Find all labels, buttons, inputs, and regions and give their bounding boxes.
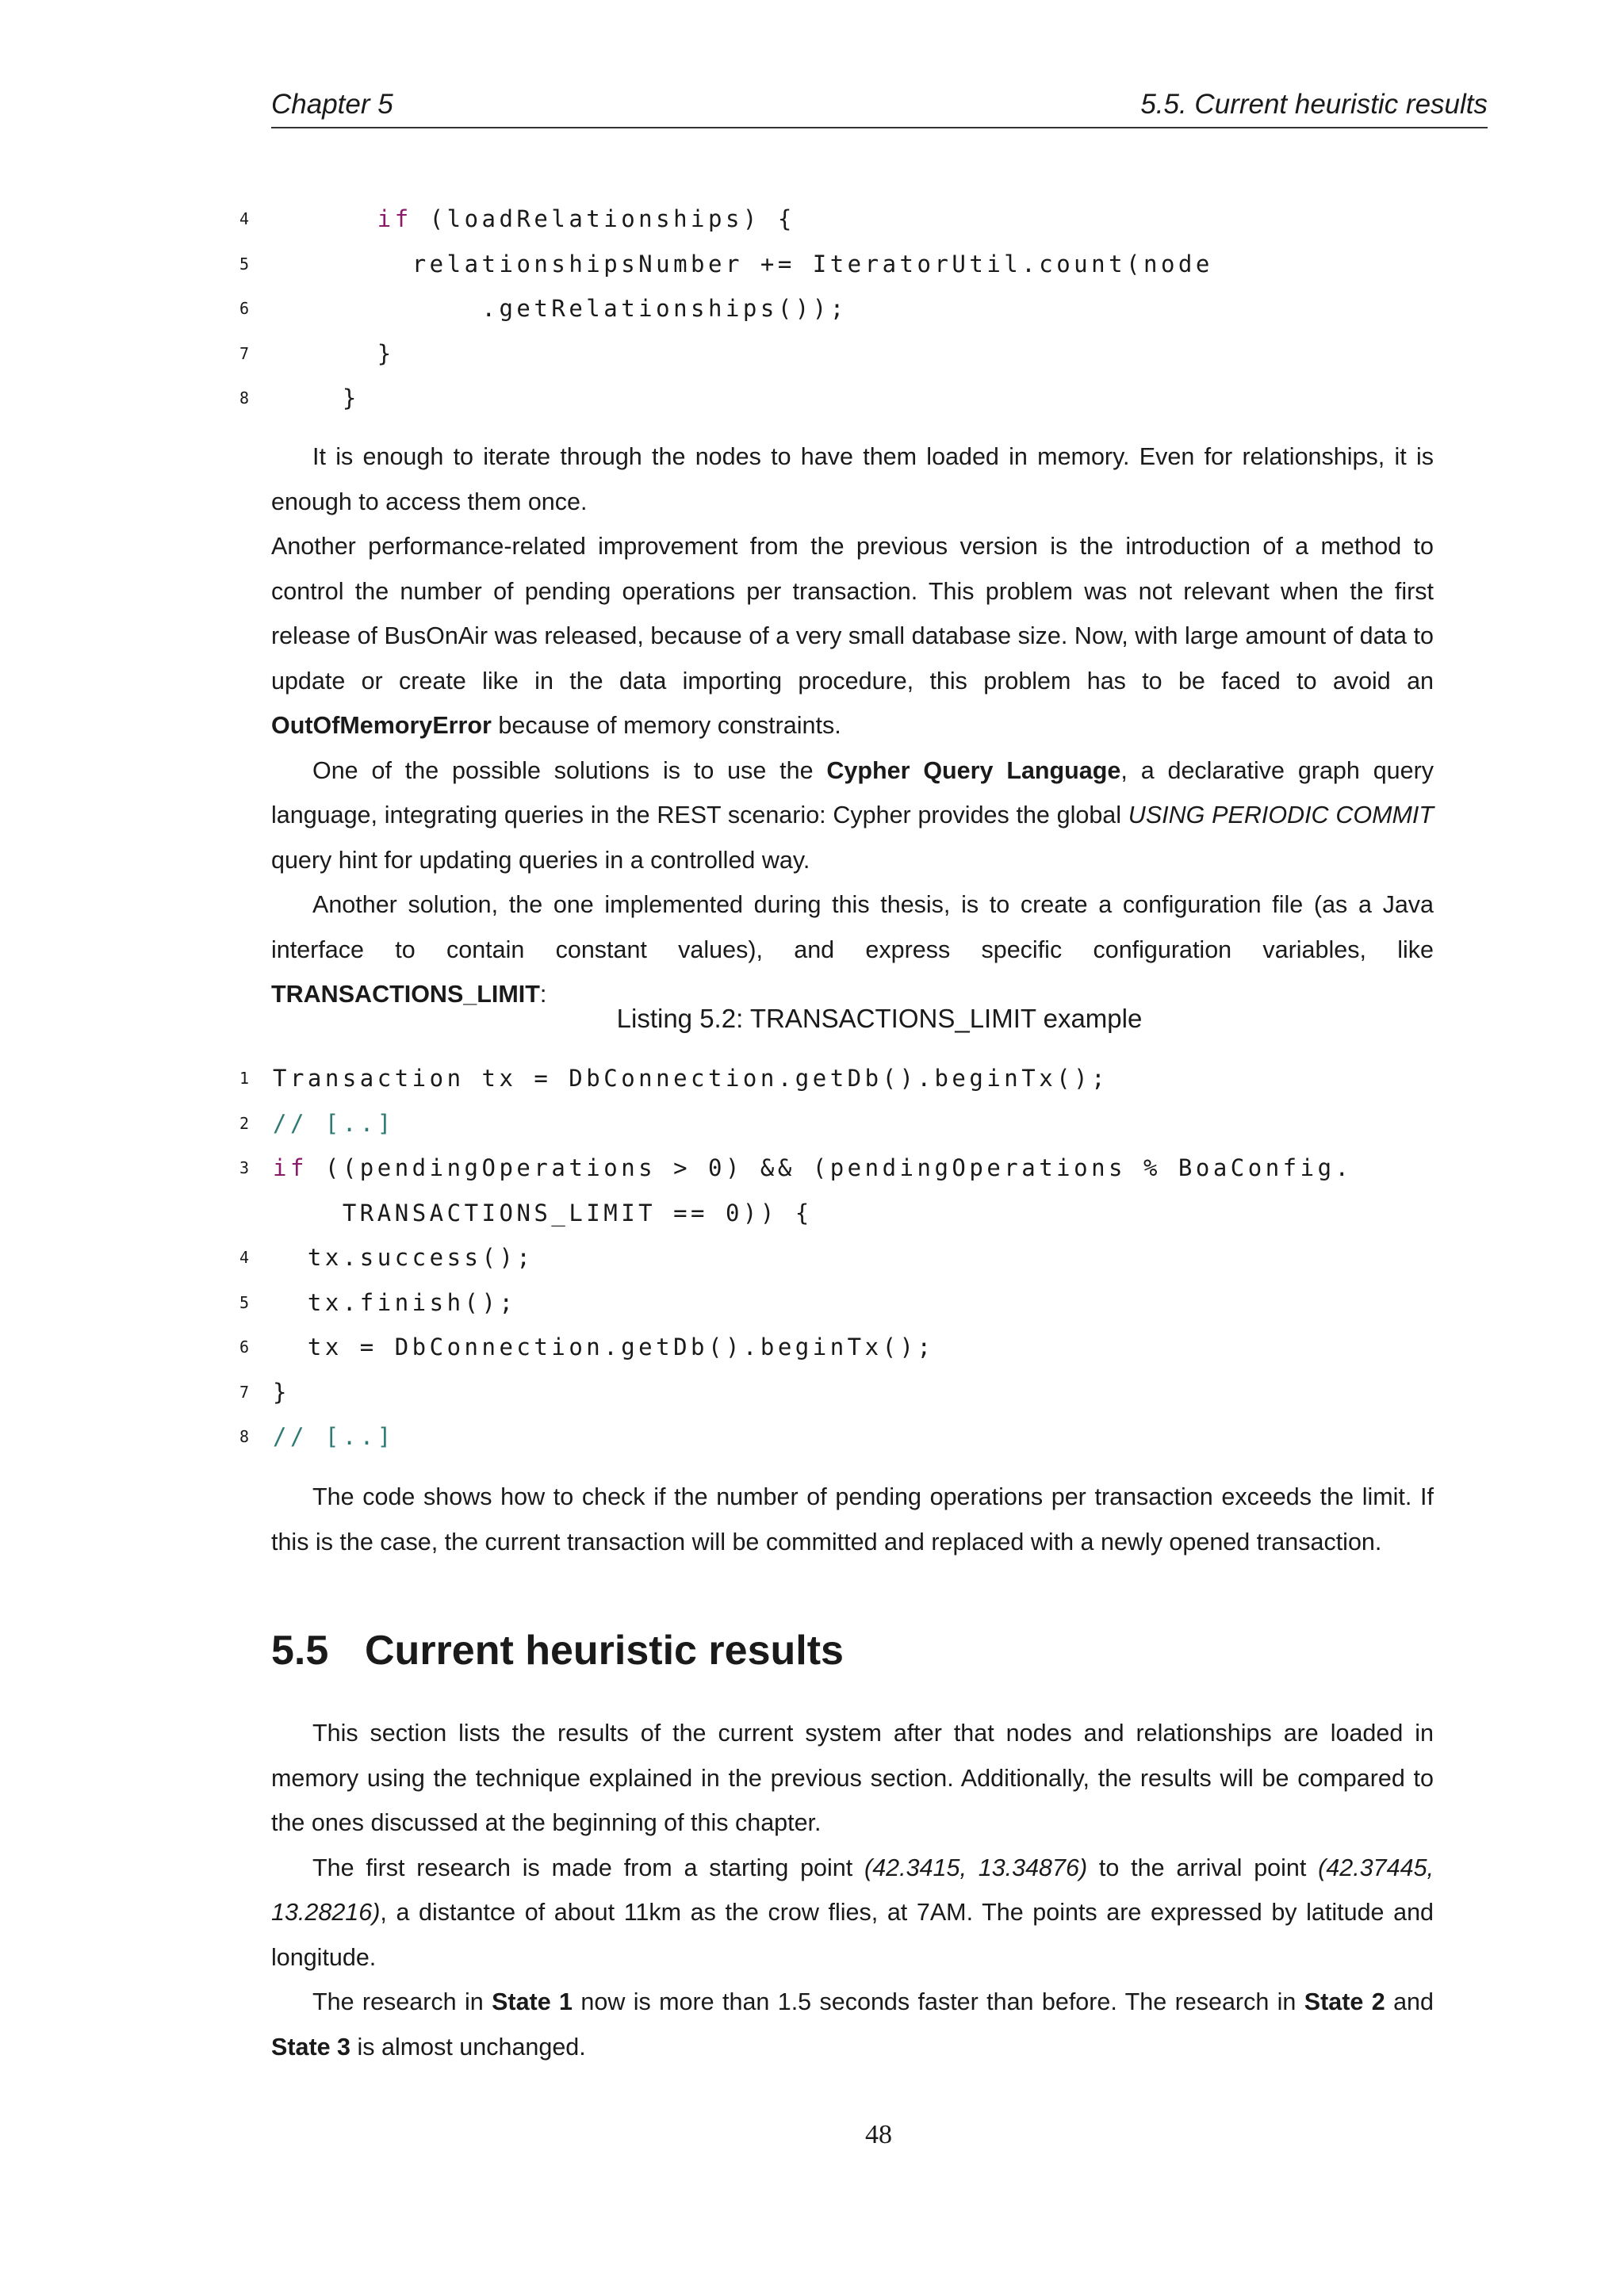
code-line bbox=[0, 1280, 1507, 1325]
section-heading bbox=[271, 1627, 844, 1674]
code-token: tx = DbConnection.getDb().beginTx(); bbox=[307, 1334, 935, 1360]
paragraph-text: , a declarative graph query language, integrating queries in the REST scenario: Cypher provides the global bbox=[271, 756, 1434, 828]
code-text bbox=[273, 1235, 534, 1280]
code-comment: // [..] bbox=[273, 1423, 395, 1450]
code-text bbox=[273, 1056, 1109, 1100]
code-line bbox=[0, 286, 1507, 331]
bold-term: TRANSACTIONS_LIMIT bbox=[271, 981, 540, 1008]
code-text bbox=[273, 1414, 395, 1459]
section-number: 5.5 bbox=[271, 1628, 329, 1674]
paragraph-text: Another solution, the one implemented during this thesis, is to create a configuration file (as a Java interface to contain constant values), and express specific configuration variables, like bbox=[271, 891, 1434, 963]
code-token: .getRelationships()); bbox=[481, 295, 848, 322]
paragraph bbox=[271, 748, 1434, 883]
paragraph-text: because of memory constraints. bbox=[491, 712, 841, 739]
paragraph-text: to the arrival point bbox=[1087, 1854, 1319, 1881]
line-number: 2 bbox=[239, 1113, 249, 1133]
code-indent bbox=[273, 295, 482, 322]
paragraph-text: The research in bbox=[312, 1988, 492, 2015]
paragraph-text: now is more than 1.5 seconds faster than before. The research in bbox=[573, 1988, 1304, 2015]
paragraph-text: One of the possible solutions is to use the bbox=[312, 756, 827, 784]
line-number: 4 bbox=[239, 209, 249, 228]
line-number: 4 bbox=[239, 1248, 249, 1267]
paragraph bbox=[271, 434, 1434, 524]
code-line bbox=[0, 1056, 1507, 1100]
paragraph bbox=[271, 882, 1434, 1017]
code-indent bbox=[273, 251, 412, 277]
page-number: 48 bbox=[865, 2120, 892, 2149]
paragraph bbox=[271, 1846, 1434, 1980]
bold-term: OutOfMemoryError bbox=[271, 712, 492, 739]
code-text bbox=[273, 1191, 813, 1235]
code-text bbox=[273, 242, 1213, 286]
code-comment: // [..] bbox=[273, 1109, 395, 1137]
code-line bbox=[0, 1146, 1507, 1190]
header-chapter: Chapter 5 bbox=[271, 89, 393, 120]
line-number: 6 bbox=[239, 299, 249, 318]
code-text bbox=[273, 197, 795, 241]
code-indent bbox=[273, 385, 343, 411]
code-keyword: if bbox=[273, 1154, 308, 1181]
code-indent bbox=[273, 1244, 308, 1271]
bold-term: State 2 bbox=[1304, 1988, 1385, 2015]
code-text bbox=[273, 1146, 1353, 1190]
paragraph: The code shows how to check if the number of pending operations per transaction exceeds the limit. If this is the case, the current transaction will be committed and replaced with a newly opened transaction. bbox=[271, 1483, 1434, 1556]
bold-term: State 1 bbox=[492, 1988, 573, 2015]
paragraph bbox=[271, 1980, 1434, 2069]
line-number: 8 bbox=[239, 1427, 249, 1446]
code-indent bbox=[273, 205, 377, 232]
code-token: relationshipsNumber += IteratorUtil.count(node bbox=[412, 250, 1213, 277]
paragraph-text: The first research is made from a starting point bbox=[312, 1854, 865, 1881]
code-token: } bbox=[377, 339, 395, 367]
code-token: tx.success(); bbox=[307, 1244, 534, 1271]
code-indent bbox=[273, 340, 377, 367]
paragraph-text: is almost unchanged. bbox=[350, 2033, 586, 2061]
paragraph-text: and bbox=[1385, 1988, 1434, 2015]
code-text bbox=[273, 331, 395, 376]
code-line bbox=[0, 242, 1507, 286]
paragraph bbox=[271, 524, 1434, 748]
code-text bbox=[273, 1325, 934, 1369]
header-section: 5.5. Current heuristic results bbox=[1140, 89, 1488, 120]
code-text bbox=[273, 1101, 395, 1146]
code-line bbox=[0, 1101, 1507, 1146]
code-text bbox=[273, 376, 360, 420]
code-indent bbox=[273, 1200, 325, 1226]
line-number: 7 bbox=[239, 343, 249, 363]
bold-term: State 3 bbox=[271, 2033, 351, 2061]
line-number: 1 bbox=[239, 1069, 249, 1088]
paragraph-text: : bbox=[539, 981, 547, 1008]
body-text-3 bbox=[271, 1711, 1434, 2069]
code-text bbox=[273, 1370, 290, 1414]
code-indent bbox=[273, 1289, 308, 1316]
line-number: 6 bbox=[239, 1337, 249, 1357]
line-number: 8 bbox=[239, 388, 249, 408]
paragraph-text: It is enough to iterate through the nodes to have them loaded in memory. Even for relationships, it is enough to access them once. bbox=[271, 443, 1434, 515]
running-header bbox=[271, 86, 1488, 128]
line-number: 7 bbox=[239, 1382, 249, 1402]
code-token: (loadRelationships) { bbox=[412, 205, 795, 232]
code-line bbox=[0, 1325, 1507, 1369]
code-line bbox=[0, 1370, 1507, 1414]
code-token: } bbox=[342, 385, 360, 411]
code-text bbox=[273, 1280, 516, 1325]
code-line bbox=[0, 1414, 1507, 1459]
code-token: } bbox=[273, 1378, 290, 1406]
paragraph-text: , a distantce of about 11km as the crow flies, at 7AM. The points are expressed by latitude and longitude. bbox=[271, 1899, 1434, 1971]
listing-caption: Listing 5.2: TRANSACTIONS_LIMIT example bbox=[616, 1004, 1143, 1033]
line-number: 5 bbox=[239, 1292, 249, 1312]
paragraph-text: Another performance-related improvement from the previous version is the introduction of a method to control the number of pending operations per transaction. This problem was not relevant when the first release of BusOnAir was released, because of a very small database size. Now, with large amount of data to update or create like in the data importing procedure, this problem has to be faced to avoid an bbox=[271, 533, 1434, 695]
code-line bbox=[0, 1235, 1507, 1280]
paragraph: This section lists the results of the current system after that nodes and relationships are loaded in memory using the technique explained in the previous section. Additionally, the results will be compared to the ones discussed at the beginning of this chapter. bbox=[271, 1720, 1434, 1836]
body-text-1 bbox=[271, 434, 1434, 1017]
code-keyword: if bbox=[377, 205, 412, 232]
code-indent bbox=[273, 1334, 308, 1360]
code-token: TRANSACTIONS_LIMIT == 0)) { bbox=[324, 1199, 813, 1226]
section-title: Current heuristic results bbox=[365, 1628, 844, 1674]
code-token: Transaction tx = DbConnection.getDb().beginTx(); bbox=[273, 1065, 1109, 1092]
paragraph-text: query hint for updating queries in a controlled way. bbox=[271, 846, 810, 874]
bold-term: Cypher Query Language bbox=[826, 756, 1121, 784]
code-line bbox=[0, 197, 1507, 241]
coordinate: (42.3415, 13.34876) bbox=[864, 1854, 1088, 1881]
line-number: 5 bbox=[239, 254, 249, 274]
code-line bbox=[0, 1191, 1507, 1235]
body-text-2 bbox=[271, 1475, 1434, 1564]
code-line bbox=[0, 376, 1507, 420]
coordinate: (42.37445, 13.28216) bbox=[271, 1854, 1434, 1926]
italic-term: USING PERIODIC COMMIT bbox=[1128, 802, 1434, 828]
code-token: tx.finish(); bbox=[307, 1288, 517, 1316]
line-number: 3 bbox=[239, 1158, 249, 1177]
code-token: ((pendingOperations > 0) && (pendingOperations % BoaConfig. bbox=[307, 1154, 1353, 1181]
code-text bbox=[273, 286, 848, 331]
code-line bbox=[0, 331, 1507, 376]
